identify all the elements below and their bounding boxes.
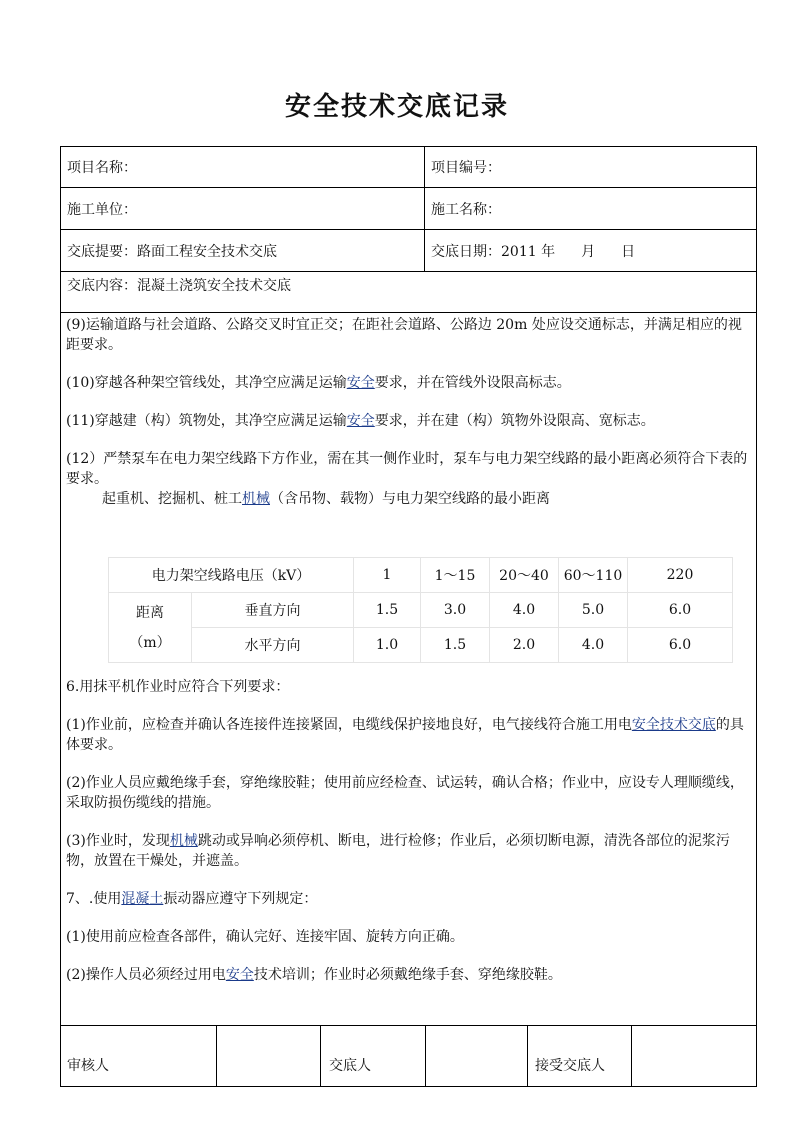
discloser-label: 交底人 <box>329 1058 371 1074</box>
paragraph: (2)操作人员必须经过用电安全技术培训；作业时必须戴绝缘手套、穿绝缘胶鞋。 <box>66 967 562 983</box>
concrete-link[interactable]: 混凝土 <box>121 891 164 907</box>
date-day: 日 <box>621 244 636 260</box>
receiver-label: 接受交底人 <box>535 1058 605 1074</box>
table-row <box>109 628 733 663</box>
distance-cell: 3.0 <box>421 593 490 628</box>
distance-cell: 4.0 <box>490 593 559 628</box>
horizontal-label: 水平方向 <box>192 628 354 663</box>
content-value: 混凝土浇筑安全技术交底 <box>137 278 291 294</box>
distance-cell: 1.5 <box>421 628 490 663</box>
paragraph: (1)作业前，应检查并确认各连接件连接紧固，电缆线保护接地良好，电气接线符合施工用电安全技术交底的具体要求。 <box>66 717 744 753</box>
vertical-label: 垂直方向 <box>192 593 354 628</box>
date-field <box>431 242 635 262</box>
distance-table <box>108 557 733 663</box>
summary-label: 交底提要： <box>67 244 137 260</box>
construction-unit-label: 施工单位： <box>67 202 137 218</box>
safety-link[interactable]: 安全 <box>346 375 375 391</box>
col-divider <box>425 1025 426 1087</box>
voltage-cell: 60～110 <box>559 558 628 593</box>
row-divider <box>61 271 756 272</box>
voltage-cell: 220 <box>628 558 733 593</box>
paragraph: (2)作业人员应戴绝缘手套，穿绝缘胶鞋；使用前应经检查、试运转，确认合格；作业中，应设专人理顺缆线，采取防损伤缆线的措施。 <box>66 775 744 811</box>
distance-cell: 4.0 <box>559 628 628 663</box>
safety-link[interactable]: 安全 <box>225 967 254 983</box>
date-year: 2011 年 <box>501 244 556 260</box>
page-title: 安全技术交底记录 <box>284 92 509 122</box>
distance-cell: 5.0 <box>559 593 628 628</box>
voltage-cell: 1 <box>354 558 421 593</box>
table-caption: 起重机、挖掘机、桩工机械（含吊物、载物）与电力架空线路的最小距离 <box>102 491 550 507</box>
voltage-cell: 1～15 <box>421 558 490 593</box>
row-divider <box>61 312 756 313</box>
table-row <box>109 558 733 593</box>
date-month: 月 <box>581 244 596 260</box>
project-no-label: 项目编号： <box>431 160 501 176</box>
col-divider <box>424 147 425 271</box>
col-divider <box>527 1025 528 1087</box>
summary-field <box>67 242 277 262</box>
content-field <box>67 276 291 296</box>
col-divider <box>216 1025 217 1087</box>
row-divider <box>61 229 756 230</box>
paragraph: (9)运输道路与社会道路、公路交叉时宜正交；在距社会道路、公路边 20m 处应设交通标志，并满足相应的视距要求。 <box>66 317 742 353</box>
machinery-link[interactable]: 机械 <box>169 833 198 849</box>
section-heading: 7、.使用混凝土振动器应遵守下列规定： <box>66 891 318 907</box>
record-form <box>60 146 757 1087</box>
paragraph: (1)使用前应检查各部件，确认完好、连接牢固、旋转方向正确。 <box>66 929 464 945</box>
paragraph: (3)作业时，发现机械跳动或异响必须停机、断电，进行检修；作业后，必须切断电源，清洗各部位的泥浆污物，放置在干燥处，并遮盖。 <box>66 833 730 869</box>
section-heading: 6.用抹平机作业时应符合下列要求： <box>66 679 290 695</box>
distance-cell: 1.5 <box>354 593 421 628</box>
paragraph: (11)穿越建（构）筑物处，其净空应满足运输安全要求，并在建（构）筑物外设限高、宽标志。 <box>66 413 655 429</box>
construction-name-label: 施工名称： <box>431 202 501 218</box>
col-divider <box>320 1025 321 1087</box>
col-divider <box>631 1025 632 1087</box>
distance-cell: 6.0 <box>628 593 733 628</box>
voltage-cell: 20～40 <box>490 558 559 593</box>
project-name-label: 项目名称： <box>67 160 137 176</box>
row-divider <box>61 187 756 188</box>
summary-value: 路面工程安全技术交底 <box>137 244 277 260</box>
distance-cell: 1.0 <box>354 628 421 663</box>
distance-cell: 2.0 <box>490 628 559 663</box>
distance-cell: 6.0 <box>628 628 733 663</box>
machinery-link[interactable]: 机械 <box>242 491 270 507</box>
safety-link[interactable]: 安全 <box>346 413 375 429</box>
paragraph: (10)穿越各种架空管线处，其净空应满足运输安全要求，并在管线外设限高标志。 <box>66 375 571 391</box>
safety-tech-link[interactable]: 安全技术交底 <box>631 717 716 733</box>
distance-header: 距离 （m） <box>109 593 192 663</box>
paragraph: (12）严禁泵车在电力架空线路下方作业，需在其一侧作业时，泵车与电力架空线路的最小距离必须符合下表的要求。 <box>66 451 748 487</box>
voltage-header: 电力架空线路电压（kV） <box>109 558 354 593</box>
date-label: 交底日期： <box>431 244 501 260</box>
row-divider <box>61 1025 756 1026</box>
table-row <box>109 593 733 628</box>
content-label: 交底内容： <box>67 278 137 294</box>
reviewer-label: 审核人 <box>67 1058 109 1074</box>
